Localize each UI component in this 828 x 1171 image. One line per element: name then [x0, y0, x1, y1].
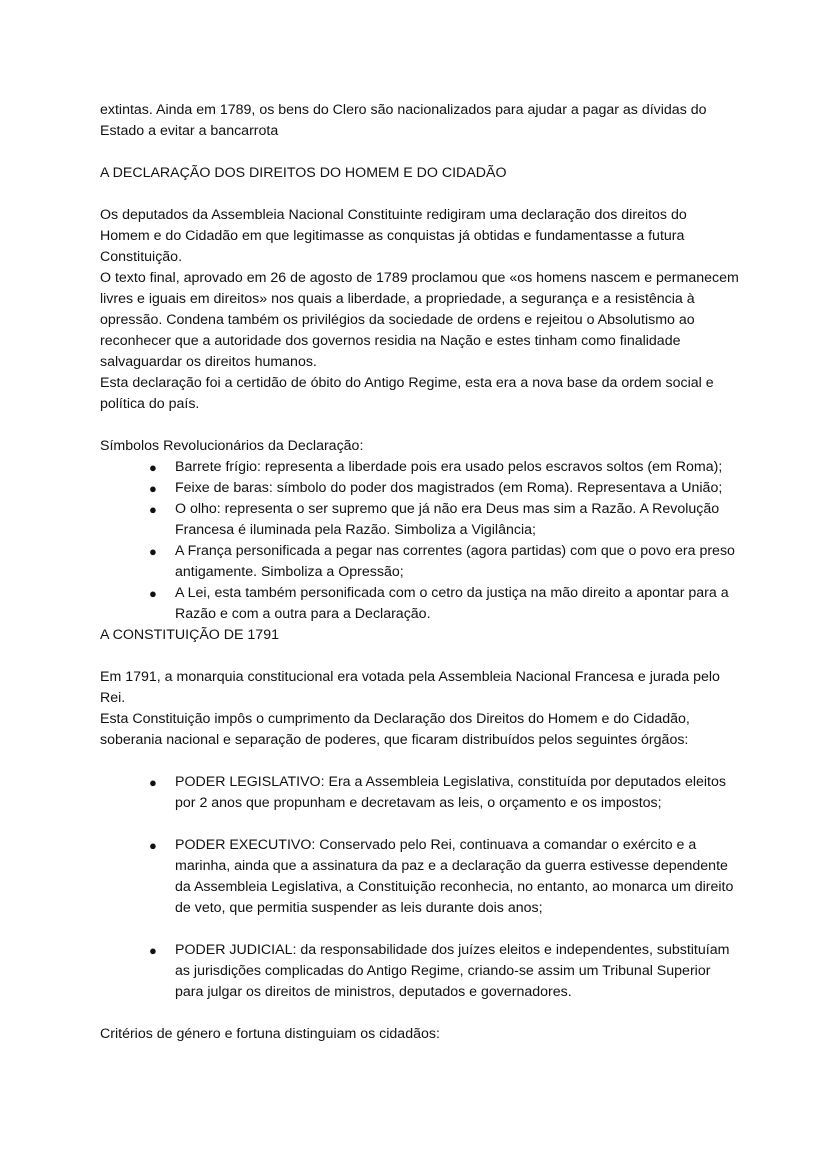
spacer [100, 646, 740, 667]
constituicao-paragraph-2: Esta Constituição impôs o cumprimento da Declaração dos Direitos do Homem e do Cidadão, soberania nacional e separação de poderes, que ficaram distribuídos pelos seguintes órgãos: [100, 711, 690, 748]
bullet-icon: ● [149, 502, 157, 517]
poderes-list [100, 772, 740, 1003]
spacer [100, 415, 740, 436]
constituicao-paragraph-1: Em 1791, a monarquia constitucional era votada pela Assembleia Nacional Francesa e jurada pelo Rei. [100, 669, 720, 706]
list-item [149, 583, 740, 625]
list-item [149, 457, 740, 478]
declaracao-paragraph-1: Os deputados da Assembleia Nacional Constituinte redigiram uma declaração dos direitos do Homem e do Cidadão em que legitimasse as conquistas já obtidas e fundamentasse a futura Constituição. [100, 207, 687, 265]
intro-paragraph: extintas. Ainda em 1789, os bens do Clero são nacionalizados para ajudar a pagar as dívidas do Estado a evitar a bancarrota [100, 102, 707, 139]
section-heading-constituicao: A CONSTITUIÇÃO DE 1791 [100, 627, 279, 643]
list-item-text: PODER JUDICIAL: da responsabilidade dos juízes eleitos e independentes, substituíam as jurisdições complicadas do Antigo Regime, criando-se assim um Tribunal Superior para julgar os direitos de ministros, deputados e governadores. [175, 942, 730, 1000]
list-item-text: A Lei, esta também personificada com o cetro da justiça na mão direito a apontar para a Razão e com a outra para a Declaração. [175, 585, 729, 622]
bullet-icon: ● [149, 460, 157, 475]
bullet-icon: ● [149, 544, 157, 559]
document-page [100, 100, 740, 1045]
list-item [149, 499, 740, 541]
declaracao-paragraph-2: O texto final, aprovado em 26 de agosto de 1789 proclamou que «os homens nascem e permanecem livres e iguais em direitos» nos quais a liberdade, a propriedade, a segurança e a resistência à opressão. Condena também os privilégios da sociedade de ordens e rejeitou o Absolutismo ao reconhecer que a autoridade dos governos residia na Nação e estes tinham como finalidade salvaguardar os direitos humanos. [100, 270, 739, 370]
list-item [149, 835, 740, 919]
simbolos-title: Símbolos Revolucionários da Declaração: [100, 438, 364, 454]
criterios-paragraph: Critérios de género e fortuna distinguiam os cidadãos: [100, 1026, 440, 1042]
spacer [100, 184, 740, 205]
simbolos-list [100, 457, 740, 625]
list-item-text: Barrete frígio: representa a liberdade pois era usado pelos escravos soltos (em Roma); [175, 459, 723, 475]
spacer [100, 751, 740, 772]
section-heading-declaracao: A DECLARAÇÃO DOS DIREITOS DO HOMEM E DO CIDADÃO [100, 165, 507, 181]
list-item-text: PODER EXECUTIVO: Conservado pelo Rei, continuava a comandar o exército e a marinha, ainda que a assinatura da paz e a declaração da guerra estivesse dependente da Assembleia Legislativa, a Constituição reconhecia, no entanto, ao monarca um direito de veto, que permitia suspender as leis durante dois anos; [175, 837, 734, 916]
list-item-text: O olho: representa o ser supremo que já não era Deus mas sim a Razão. A Revolução Francesa é iluminada pela Razão. Simboliza a Vigilância; [175, 501, 720, 538]
list-item-text: PODER LEGISLATIVO: Era a Assembleia Legislativa, constituída por deputados eleitos por 2 anos que propunham e decretavam as leis, o orçamento e os impostos; [175, 774, 726, 811]
bullet-icon: ● [149, 775, 157, 790]
bullet-icon: ● [149, 943, 157, 958]
bullet-icon: ● [149, 481, 157, 496]
spacer [100, 142, 740, 163]
list-item [149, 940, 740, 1003]
declaracao-paragraph-3: Esta declaração foi a certidão de óbito do Antigo Regime, esta era a nova base da ordem social e política do país. [100, 375, 714, 412]
list-item-text: Feixe de baras: símbolo do poder dos magistrados (em Roma). Representava a União; [175, 480, 723, 496]
bullet-icon: ● [149, 586, 157, 601]
bullet-icon: ● [149, 838, 157, 853]
list-item-text: A França personificada a pegar nas correntes (agora partidas) com que o povo era preso antigamente. Simboliza a Opressão; [175, 543, 735, 580]
list-item [149, 541, 740, 583]
list-item [149, 478, 740, 499]
list-item [149, 772, 740, 814]
